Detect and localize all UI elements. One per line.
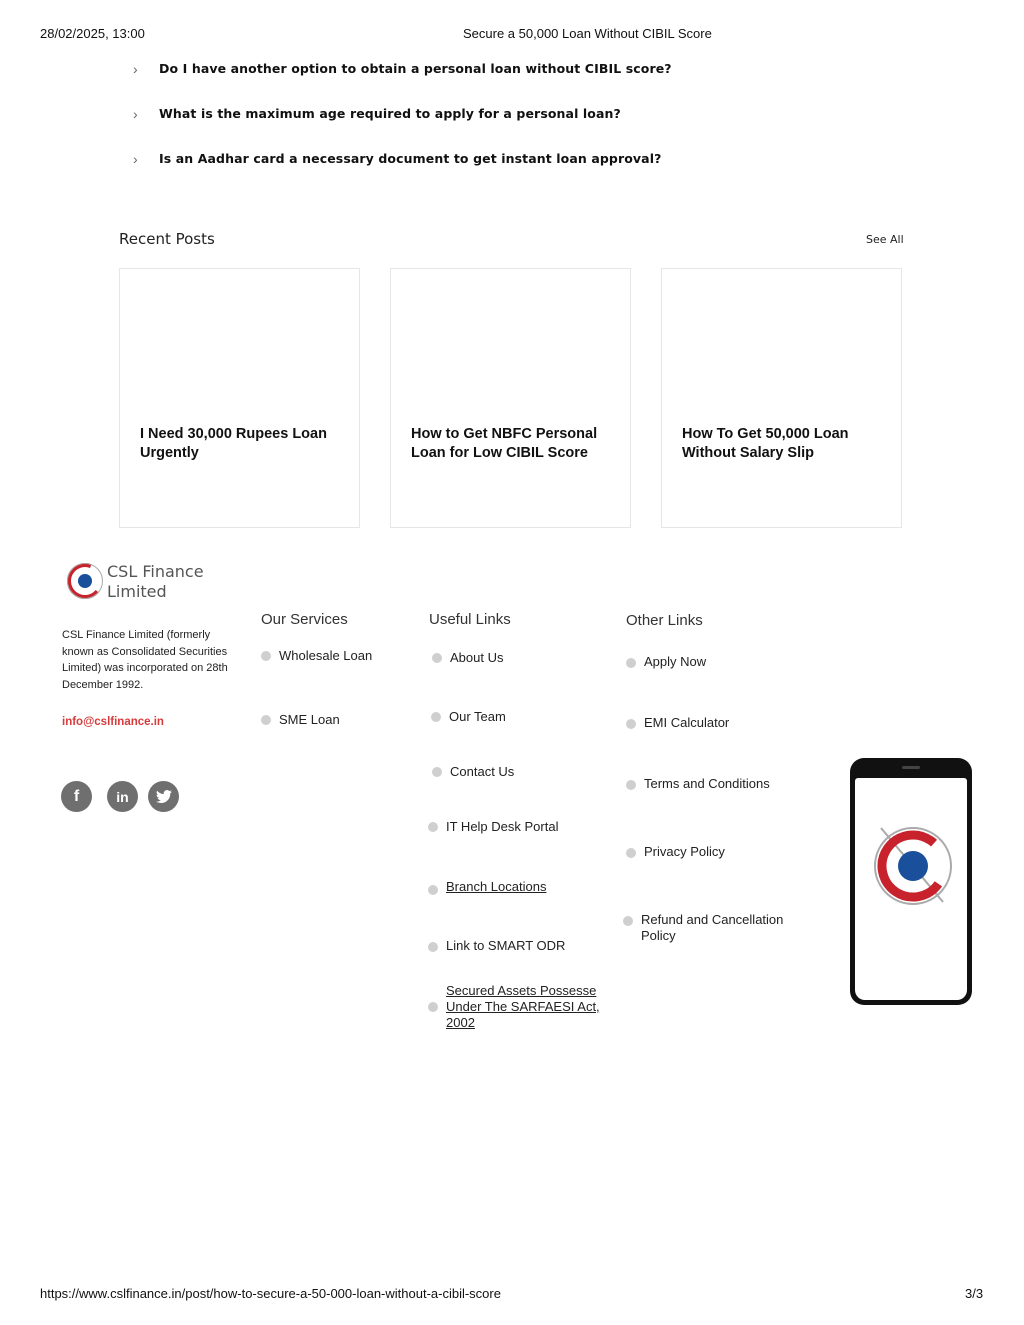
facebook-icon[interactable]: f <box>61 781 92 812</box>
faq-question: What is the maximum age required to apply for a personal loan? <box>159 106 621 121</box>
bullet-icon <box>428 822 438 832</box>
faq-item[interactable] <box>133 151 661 166</box>
bullet-icon <box>431 712 441 722</box>
link-label: EMI Calculator <box>644 715 730 730</box>
link-label: Our Team <box>449 709 506 724</box>
link-label: Secured Assets Possesse Under The SARFAESI Act, 2002 <box>446 983 600 1030</box>
useful-link-it-help-desk[interactable] <box>428 819 558 834</box>
link-label: SME Loan <box>279 712 340 727</box>
bullet-icon <box>626 848 636 858</box>
linkedin-icon[interactable]: in <box>107 781 138 812</box>
phone-screen <box>855 778 967 1000</box>
company-about: CSL Finance Limited (formerly known as Consolidated Securities Limited) was incorporated on 28th December 1992. <box>62 629 228 691</box>
post-card-title: How To Get 50,000 Loan Without Salary Slip <box>682 426 849 461</box>
print-page-title: Secure a 50,000 Loan Without CIBIL Score <box>463 26 712 41</box>
faq-question: Is an Aadhar card a necessary document to get instant loan approval? <box>159 151 662 166</box>
chevron-right-icon: › <box>133 150 138 167</box>
service-link-wholesale-loan[interactable] <box>261 648 372 663</box>
link-label: Terms and Conditions <box>644 776 770 791</box>
post-card[interactable] <box>119 268 360 528</box>
other-link-privacy[interactable] <box>626 844 725 859</box>
print-page-number: 3/3 <box>965 1286 984 1301</box>
email-link[interactable]: info@cslfinance.in <box>62 716 164 728</box>
our-services-heading: Our Services <box>261 611 348 628</box>
post-card[interactable] <box>390 268 631 528</box>
other-link-apply-now[interactable] <box>626 654 706 669</box>
faq-item[interactable] <box>133 61 672 76</box>
print-url: https://www.cslfinance.in/post/how-to-secure-a-50-000-loan-without-a-cibil-score <box>40 1286 501 1301</box>
useful-links-heading: Useful Links <box>429 611 511 628</box>
brand-name-line2: Limited <box>107 582 167 601</box>
faq-question: Do I have another option to obtain a personal loan without CIBIL score? <box>159 61 672 76</box>
bullet-icon <box>432 767 442 777</box>
post-card-title: I Need 30,000 Rupees Loan Urgently <box>140 426 327 461</box>
logo-icon <box>66 562 104 600</box>
bullet-icon <box>428 885 438 895</box>
phone-mockup <box>850 758 972 1005</box>
bullet-icon <box>626 719 636 729</box>
brand-name-line1: CSL Finance <box>107 562 204 581</box>
chevron-right-icon: › <box>133 60 138 77</box>
link-label: IT Help Desk Portal <box>446 819 559 834</box>
useful-link-smart-odr[interactable] <box>428 938 565 953</box>
bullet-icon <box>428 942 438 952</box>
useful-link-our-team[interactable] <box>431 709 506 724</box>
bullet-icon <box>623 916 633 926</box>
phone-speaker <box>902 766 920 769</box>
link-label: Wholesale Loan <box>279 648 373 663</box>
print-datetime: 28/02/2025, 13:00 <box>40 26 145 41</box>
link-label: About Us <box>450 650 504 665</box>
bullet-icon <box>626 658 636 668</box>
faq-item[interactable] <box>133 106 621 121</box>
bullet-icon <box>261 715 271 725</box>
useful-link-branch-locations[interactable] <box>428 879 546 895</box>
recent-posts-heading: Recent Posts <box>119 230 215 248</box>
brand-name <box>107 562 204 602</box>
chevron-right-icon: › <box>133 105 138 122</box>
bullet-icon <box>261 651 271 661</box>
bullet-icon <box>626 780 636 790</box>
bullet-icon <box>432 653 442 663</box>
useful-link-about-us[interactable] <box>432 650 503 665</box>
link-label: Contact Us <box>450 764 515 779</box>
useful-link-contact-us[interactable] <box>432 764 514 779</box>
post-card[interactable] <box>661 268 902 528</box>
other-link-terms[interactable] <box>626 776 770 791</box>
link-label: Refund and Cancellation Policy <box>641 912 784 943</box>
twitter-bird-icon <box>156 790 172 804</box>
bullet-icon <box>428 1002 438 1012</box>
see-all-link[interactable]: See All <box>866 233 904 246</box>
brand-logo[interactable] <box>66 562 104 605</box>
useful-link-sarfaesi[interactable] <box>428 983 613 1031</box>
other-links-heading: Other Links <box>626 612 703 629</box>
other-link-refund[interactable] <box>623 912 803 944</box>
link-label: Branch Locations <box>446 879 547 894</box>
twitter-icon[interactable] <box>148 781 179 812</box>
other-link-emi-calculator[interactable] <box>626 715 729 730</box>
post-card-title: How to Get NBFC Personal Loan for Low CIBIL Score <box>411 426 598 461</box>
link-label: Apply Now <box>644 654 707 669</box>
link-label: Link to SMART ODR <box>446 938 566 953</box>
service-link-sme-loan[interactable] <box>261 712 340 727</box>
app-logo-icon <box>869 822 957 910</box>
link-label: Privacy Policy <box>644 844 725 859</box>
